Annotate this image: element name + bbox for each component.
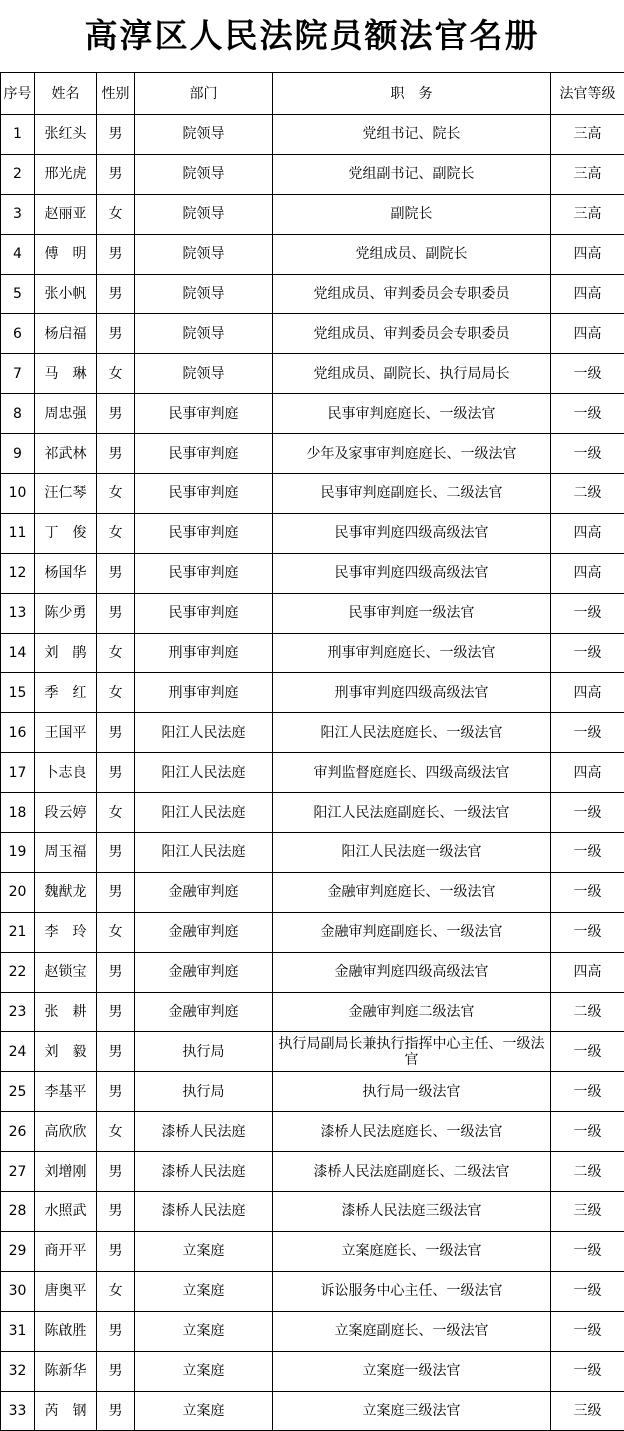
cell-department: 阳江人民法庭 [135,753,273,793]
cell-position: 党组副书记、副院长 [273,154,551,194]
cell-position: 立案庭副庭长、一级法官 [273,1311,551,1351]
cell-position: 刑事审判庭庭长、一级法官 [273,633,551,673]
cell-gender: 男 [97,992,135,1032]
cell-department: 立案庭 [135,1271,273,1311]
cell-index: 3 [1,194,35,234]
cell-judge-level: 四高 [551,673,624,713]
cell-position: 民事审判庭副庭长、二级法官 [273,474,551,514]
cell-index: 29 [1,1231,35,1271]
cell-gender: 女 [97,633,135,673]
cell-position: 党组书记、院长 [273,115,551,155]
cell-gender: 男 [97,833,135,873]
cell-department: 刑事审判庭 [135,673,273,713]
cell-gender: 男 [97,1192,135,1232]
table-row [1,912,624,952]
cell-judge-level: 一级 [551,833,624,873]
cell-gender: 男 [97,553,135,593]
cell-gender: 男 [97,753,135,793]
cell-position: 审判监督庭庭长、四级高级法官 [273,753,551,793]
cell-name: 李基平 [35,1072,97,1112]
cell-name: 杨国华 [35,553,97,593]
cell-position: 党组成员、副院长 [273,234,551,274]
cell-judge-level: 一级 [551,1311,624,1351]
cell-judge-level: 四高 [551,553,624,593]
cell-judge-level: 三高 [551,154,624,194]
cell-name: 李 玲 [35,912,97,952]
cell-position: 民事审判庭四级高级法官 [273,513,551,553]
cell-judge-level: 二级 [551,1152,624,1192]
cell-judge-level: 四高 [551,274,624,314]
table-row [1,394,624,434]
cell-department: 民事审判庭 [135,513,273,553]
cell-gender: 女 [97,793,135,833]
cell-department: 民事审判庭 [135,394,273,434]
cell-index: 1 [1,115,35,155]
cell-position: 金融审判庭副庭长、一级法官 [273,912,551,952]
cell-department: 漆桥人民法庭 [135,1192,273,1232]
cell-index: 16 [1,713,35,753]
cell-name: 赵锁宝 [35,952,97,992]
cell-name: 刘 毅 [35,1032,97,1072]
cell-name: 汪仁琴 [35,474,97,514]
table-row [1,434,624,474]
cell-gender: 女 [97,912,135,952]
table-row [1,633,624,673]
cell-index: 8 [1,394,35,434]
header-judge-level: 法官等级 [551,73,624,115]
cell-gender: 男 [97,1072,135,1112]
cell-name: 赵丽亚 [35,194,97,234]
cell-name: 陈啟胜 [35,1311,97,1351]
cell-judge-level: 一级 [551,793,624,833]
cell-position: 民事审判庭庭长、一级法官 [273,394,551,434]
cell-index: 28 [1,1192,35,1232]
cell-department: 立案庭 [135,1311,273,1351]
table-row [1,793,624,833]
table-row [1,354,624,394]
cell-department: 阳江人民法庭 [135,793,273,833]
cell-judge-level: 一级 [551,633,624,673]
cell-judge-level: 四高 [551,234,624,274]
cell-position: 民事审判庭一级法官 [273,593,551,633]
cell-judge-level: 一级 [551,713,624,753]
cell-name: 芮 钢 [35,1391,97,1431]
table-row [1,1271,624,1311]
cell-index: 9 [1,434,35,474]
cell-judge-level: 三级 [551,1391,624,1431]
cell-judge-level: 四高 [551,513,624,553]
cell-index: 7 [1,354,35,394]
cell-judge-level: 一级 [551,434,624,474]
cell-judge-level: 一级 [551,593,624,633]
cell-name: 傅 明 [35,234,97,274]
cell-name: 高欣欣 [35,1112,97,1152]
cell-position: 漆桥人民法庭副庭长、二级法官 [273,1152,551,1192]
cell-index: 14 [1,633,35,673]
cell-index: 26 [1,1112,35,1152]
cell-name: 唐奥平 [35,1271,97,1311]
cell-index: 30 [1,1271,35,1311]
header-name: 姓名 [35,73,97,115]
cell-gender: 男 [97,234,135,274]
table-row [1,1311,624,1351]
cell-gender: 女 [97,1271,135,1311]
cell-gender: 女 [97,513,135,553]
judge-roster-table [0,72,624,1431]
cell-name: 刘 鹃 [35,633,97,673]
cell-department: 民事审判庭 [135,474,273,514]
header-row [1,73,624,115]
table-row [1,513,624,553]
cell-judge-level: 三级 [551,1192,624,1232]
cell-gender: 男 [97,713,135,753]
cell-index: 20 [1,872,35,912]
table-row [1,1231,624,1271]
cell-department: 院领导 [135,354,273,394]
cell-gender: 女 [97,354,135,394]
cell-department: 执行局 [135,1072,273,1112]
cell-department: 金融审判庭 [135,872,273,912]
cell-department: 金融审判庭 [135,992,273,1032]
cell-department: 院领导 [135,234,273,274]
cell-index: 17 [1,753,35,793]
cell-department: 立案庭 [135,1391,273,1431]
cell-index: 32 [1,1351,35,1391]
cell-department: 漆桥人民法庭 [135,1112,273,1152]
cell-position: 执行局一级法官 [273,1072,551,1112]
cell-name: 马 琳 [35,354,97,394]
cell-gender: 女 [97,474,135,514]
cell-gender: 男 [97,1032,135,1072]
table-row [1,1351,624,1391]
table-row [1,274,624,314]
cell-department: 院领导 [135,274,273,314]
cell-name: 魏猷龙 [35,872,97,912]
cell-position: 立案庭庭长、一级法官 [273,1231,551,1271]
cell-position: 民事审判庭四级高级法官 [273,553,551,593]
cell-index: 24 [1,1032,35,1072]
cell-name: 邢光虎 [35,154,97,194]
table-row [1,115,624,155]
header-gender: 性别 [97,73,135,115]
table-row [1,673,624,713]
table-row [1,234,624,274]
cell-department: 立案庭 [135,1351,273,1391]
table-row [1,753,624,793]
cell-name: 周玉福 [35,833,97,873]
cell-judge-level: 一级 [551,1112,624,1152]
header-position: 职 务 [273,73,551,115]
cell-gender: 男 [97,1351,135,1391]
cell-department: 执行局 [135,1032,273,1072]
cell-judge-level: 三高 [551,194,624,234]
table-row [1,1152,624,1192]
cell-judge-level: 一级 [551,1271,624,1311]
cell-gender: 男 [97,1311,135,1351]
cell-position: 阳江人民法庭副庭长、一级法官 [273,793,551,833]
table-row [1,872,624,912]
cell-position: 金融审判庭庭长、一级法官 [273,872,551,912]
cell-name: 陈少勇 [35,593,97,633]
cell-department: 阳江人民法庭 [135,713,273,753]
cell-position: 刑事审判庭四级高级法官 [273,673,551,713]
cell-name: 祁武林 [35,434,97,474]
header-department: 部门 [135,73,273,115]
cell-name: 王国平 [35,713,97,753]
cell-name: 周忠强 [35,394,97,434]
cell-position: 漆桥人民法庭庭长、一级法官 [273,1112,551,1152]
roster-body [1,115,624,1431]
cell-judge-level: 一级 [551,354,624,394]
cell-name: 卜志良 [35,753,97,793]
cell-index: 5 [1,274,35,314]
table-row [1,1391,624,1431]
cell-name: 张 耕 [35,992,97,1032]
cell-department: 民事审判庭 [135,553,273,593]
cell-index: 33 [1,1391,35,1431]
cell-index: 6 [1,314,35,354]
cell-judge-level: 三高 [551,115,624,155]
cell-gender: 男 [97,314,135,354]
cell-gender: 男 [97,274,135,314]
cell-judge-level: 一级 [551,872,624,912]
table-row [1,154,624,194]
cell-index: 11 [1,513,35,553]
header-index: 序号 [1,73,35,115]
cell-index: 13 [1,593,35,633]
cell-name: 段云婷 [35,793,97,833]
cell-index: 18 [1,793,35,833]
cell-department: 金融审判庭 [135,912,273,952]
cell-department: 民事审判庭 [135,434,273,474]
cell-judge-level: 四高 [551,952,624,992]
cell-gender: 女 [97,1112,135,1152]
cell-gender: 女 [97,673,135,713]
cell-position: 党组成员、审判委员会专职委员 [273,314,551,354]
cell-index: 25 [1,1072,35,1112]
cell-position: 立案庭三级法官 [273,1391,551,1431]
cell-department: 院领导 [135,194,273,234]
cell-index: 10 [1,474,35,514]
cell-position: 阳江人民法庭一级法官 [273,833,551,873]
table-row [1,474,624,514]
cell-name: 水照武 [35,1192,97,1232]
cell-index: 4 [1,234,35,274]
cell-position: 诉讼服务中心主任、一级法官 [273,1271,551,1311]
cell-judge-level: 一级 [551,1072,624,1112]
page-title: 高淳区人民法院员额法官名册 [84,16,540,55]
cell-position: 立案庭一级法官 [273,1351,551,1391]
table-row [1,1032,624,1072]
cell-department: 民事审判庭 [135,593,273,633]
table-row [1,952,624,992]
cell-name: 张红头 [35,115,97,155]
cell-gender: 男 [97,115,135,155]
cell-judge-level: 一级 [551,912,624,952]
cell-position: 少年及家事审判庭庭长、一级法官 [273,434,551,474]
cell-name: 丁 俊 [35,513,97,553]
table-row [1,713,624,753]
cell-judge-level: 一级 [551,394,624,434]
cell-name: 刘增刚 [35,1152,97,1192]
cell-index: 21 [1,912,35,952]
cell-position: 副院长 [273,194,551,234]
cell-name: 季 红 [35,673,97,713]
cell-position: 漆桥人民法庭三级法官 [273,1192,551,1232]
cell-index: 2 [1,154,35,194]
cell-position: 阳江人民法庭庭长、一级法官 [273,713,551,753]
cell-index: 31 [1,1311,35,1351]
table-row [1,1112,624,1152]
cell-position: 执行局副局长兼执行指挥中心主任、一级法官 [273,1032,551,1072]
cell-index: 23 [1,992,35,1032]
cell-judge-level: 一级 [551,1231,624,1271]
cell-index: 15 [1,673,35,713]
cell-department: 院领导 [135,154,273,194]
cell-gender: 男 [97,154,135,194]
cell-name: 陈新华 [35,1351,97,1391]
table-row [1,194,624,234]
cell-judge-level: 一级 [551,1351,624,1391]
cell-position: 党组成员、审判委员会专职委员 [273,274,551,314]
cell-position: 党组成员、副院长、执行局局长 [273,354,551,394]
cell-position: 金融审判庭四级高级法官 [273,952,551,992]
cell-gender: 男 [97,1391,135,1431]
table-row [1,553,624,593]
cell-gender: 男 [97,1231,135,1271]
cell-position: 金融审判庭二级法官 [273,992,551,1032]
cell-judge-level: 二级 [551,992,624,1032]
cell-name: 杨启福 [35,314,97,354]
cell-judge-level: 四高 [551,314,624,354]
cell-name: 张小帆 [35,274,97,314]
cell-department: 阳江人民法庭 [135,833,273,873]
cell-gender: 男 [97,394,135,434]
cell-department: 院领导 [135,115,273,155]
cell-index: 19 [1,833,35,873]
table-row [1,1072,624,1112]
cell-department: 立案庭 [135,1231,273,1271]
cell-judge-level: 一级 [551,1032,624,1072]
cell-index: 27 [1,1152,35,1192]
table-row [1,314,624,354]
cell-gender: 男 [97,952,135,992]
cell-gender: 男 [97,593,135,633]
cell-department: 漆桥人民法庭 [135,1152,273,1192]
cell-name: 商开平 [35,1231,97,1271]
table-row [1,1192,624,1232]
cell-gender: 男 [97,872,135,912]
cell-department: 刑事审判庭 [135,633,273,673]
cell-gender: 女 [97,194,135,234]
table-row [1,833,624,873]
cell-judge-level: 二级 [551,474,624,514]
table-row [1,992,624,1032]
cell-index: 22 [1,952,35,992]
cell-gender: 男 [97,1152,135,1192]
cell-index: 12 [1,553,35,593]
cell-department: 金融审判庭 [135,952,273,992]
cell-judge-level: 四高 [551,753,624,793]
table-row [1,593,624,633]
cell-gender: 男 [97,434,135,474]
cell-department: 院领导 [135,314,273,354]
